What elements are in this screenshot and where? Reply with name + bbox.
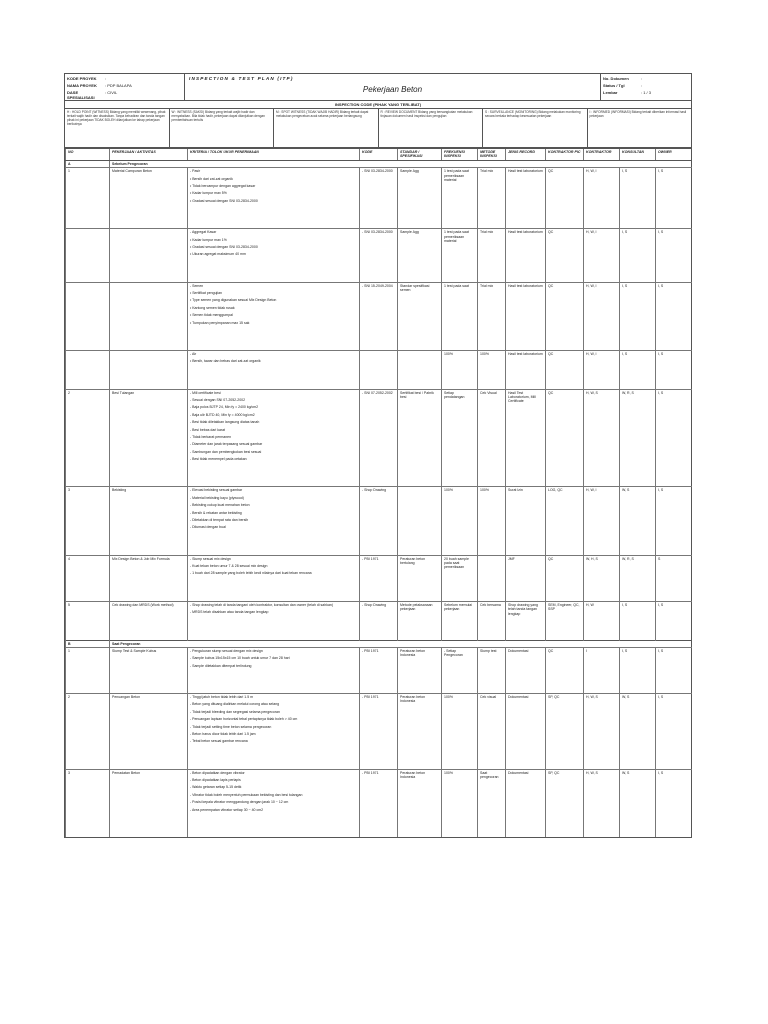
activity-cell: Slump Test & Sample Kubus bbox=[110, 647, 188, 693]
criteria-line: • Sertifikat pengujian bbox=[190, 291, 222, 296]
activity-cell: Cek drawing dan MRDS (Work method) bbox=[110, 601, 188, 640]
criteria-line: - Baja polos BJTP 24, Min fy = 2400 kg/cm2 bbox=[190, 405, 259, 410]
standard-cell: Metode pelaksanaan pekerjaan bbox=[398, 601, 442, 640]
record-cell: Dokumentasi bbox=[506, 769, 546, 837]
criteria-line: - Air bbox=[190, 351, 197, 356]
inspection-code-item: I : INFORMED (INFORMASI) Bidang terkait diberikan informasi hasil pekerjaan bbox=[589, 110, 687, 118]
frequency-cell: 1 test pada saat pemeriksaan material bbox=[442, 168, 478, 229]
record-cell: Dokumentasi bbox=[506, 694, 546, 770]
frequency-cell: Setiap pendatangan bbox=[442, 389, 478, 487]
consultant-cell: I, S bbox=[620, 601, 656, 640]
record-cell: Hasil Test Laboratorium, Mill Certificate bbox=[506, 389, 546, 487]
criteria-line: - Dilumasi dengan bual bbox=[190, 525, 226, 530]
criteria-cell bbox=[188, 694, 360, 770]
pic-cell: SEM, Engineer, QC, SSP bbox=[546, 601, 584, 640]
method-cell: Cek visual bbox=[478, 694, 506, 770]
consultant-cell: I, S bbox=[620, 229, 656, 283]
criteria-line: - Diameter dan jarak terpasang sesuai gambar bbox=[190, 442, 263, 447]
table-row bbox=[66, 350, 692, 389]
frequency-cell: 100% bbox=[442, 350, 478, 389]
record-cell: Dokumentasi bbox=[506, 647, 546, 693]
code-cell: - SNI 07-2052-2002 bbox=[360, 389, 398, 487]
criteria-cell bbox=[188, 555, 360, 601]
section-title: Sebelum Pengecoran bbox=[110, 160, 692, 167]
criteria-line: - MRDS telah disahkan atau tanda tangan lengkap bbox=[190, 610, 269, 615]
pic-cell: QC bbox=[546, 555, 584, 601]
standard-cell bbox=[398, 487, 442, 555]
criteria-line: - Tebal beton sesuai gambar rencana bbox=[190, 739, 248, 744]
inspection-code-item: W : WITNESS (SAKSI) Bidang yang terkait wajib hadir dan menyaksikan. Bila tidak hadir, pekerjaan dapat dilanjutkan dengan pemberitahuan tertulis bbox=[170, 109, 275, 147]
criteria-line: - Diletakkan di tempat rata dan bersih bbox=[190, 517, 249, 522]
consultant-cell: W, S bbox=[620, 769, 656, 837]
criteria-line: - Bekisting cukup kuat menahan beton bbox=[190, 503, 250, 508]
col-contractor: KONTRAKTOR bbox=[584, 149, 620, 161]
contractor-cell: H, W, I bbox=[584, 229, 620, 283]
criteria-line: - Kuat tekan beton umur 7 & 28 sesuai mix design bbox=[190, 564, 268, 569]
code-cell: - PBI 1971 bbox=[360, 694, 398, 770]
activity-cell: Mix Design Beton & Job Mix Formula bbox=[110, 555, 188, 601]
col-standard: STANDAR / SPESIFIKASI bbox=[398, 149, 442, 161]
code-cell: - PBI 1971 bbox=[360, 647, 398, 693]
inspection-code-header: INSPECTION CODE (PIHAK YANG TERLIBAT) bbox=[65, 101, 691, 109]
method-cell: Saat pengecoran bbox=[478, 769, 506, 837]
header-field-value: : bbox=[105, 76, 107, 81]
header-field-label: Lembar bbox=[603, 90, 618, 95]
inspection-code-item: R : REVIEW DOCUMENT Bidang yang bersangkutan melakukan tinjauan dokumen hasil inspeksi dan pengujian bbox=[379, 109, 484, 147]
header-field-label: Status / Tgl bbox=[603, 83, 625, 88]
row-number: 5 bbox=[66, 601, 110, 640]
owner-cell: S bbox=[656, 555, 692, 601]
criteria-line: - 1 buah dari 28 sample yang boleh lebih kecil nilainya dari kuat tekan rencana bbox=[190, 571, 312, 576]
record-cell: Shop drawing yang telah tanda tangan lengkap bbox=[506, 601, 546, 640]
row-number bbox=[66, 350, 110, 389]
owner-cell: I, S bbox=[656, 282, 692, 350]
table-row bbox=[66, 282, 692, 350]
table-row bbox=[66, 601, 692, 640]
pic-cell: QC bbox=[546, 229, 584, 283]
header-field-value: : bbox=[641, 76, 643, 81]
row-number: 2 bbox=[66, 694, 110, 770]
criteria-line: - Semen bbox=[190, 283, 204, 288]
contractor-cell: H, W, I bbox=[584, 350, 620, 389]
activity-cell: Material Campuran Beton bbox=[110, 168, 188, 229]
pic-cell: QC bbox=[546, 350, 584, 389]
standard-cell: Peraturan beton Indonesia bbox=[398, 647, 442, 693]
criteria-cell bbox=[188, 350, 360, 389]
criteria-line: - Sample diletakkan ditempat terlindung bbox=[190, 663, 252, 668]
col-code: KODE bbox=[360, 149, 398, 161]
criteria-line: - Baja ulir BJTD 40, Min fy = 4000 kg/cm2 bbox=[190, 412, 255, 417]
frequency-cell: 20 buah sample pada saat pemeriksaan bbox=[442, 555, 478, 601]
inspection-code-legend bbox=[65, 109, 691, 148]
owner-cell: I, S bbox=[656, 168, 692, 229]
row-number: 3 bbox=[66, 487, 110, 555]
criteria-line: • Bersih, tawar dan bebas dari zat-zat organik bbox=[190, 359, 261, 364]
col-activity: PEKERJAAN / AKTIVITAS bbox=[110, 149, 188, 161]
col-no: NO bbox=[66, 149, 110, 161]
row-number: 4 bbox=[66, 555, 110, 601]
col-criteria: KRITERIA / TOLOK UKUR PENERIMAAN bbox=[188, 149, 360, 161]
criteria-line: - Waktu getaran setiap 5-15 detik bbox=[190, 785, 242, 790]
standard-cell: Peraturan beton bertulang bbox=[398, 555, 442, 601]
section-letter: B bbox=[66, 640, 110, 647]
document-title: Pekerjaan Beton bbox=[362, 85, 423, 94]
criteria-line: - Penuangan lapisan horizontal tebal pertapisnya tidak boleh > 40 cm bbox=[190, 717, 298, 722]
owner-cell: I, S bbox=[656, 389, 692, 487]
criteria-line: - Besi tidak diletakkan langsung diatas tanah bbox=[190, 420, 260, 425]
owner-cell: I, S bbox=[656, 769, 692, 837]
criteria-line: - Bersih & rekatan antar bekisting bbox=[190, 510, 242, 515]
frequency-cell: 100% bbox=[442, 487, 478, 555]
criteria-line: • Tumpukan penyimpanan max 15 sak bbox=[190, 320, 250, 325]
section-row bbox=[66, 640, 692, 647]
pic-cell: LOG, QC bbox=[546, 487, 584, 555]
header-field bbox=[67, 90, 182, 100]
col-owner: OWNER bbox=[656, 149, 692, 161]
criteria-line: - Mill certificate besi bbox=[190, 390, 221, 395]
standard-cell: Sample Agg bbox=[398, 168, 442, 229]
pic-cell: QC bbox=[546, 168, 584, 229]
header-field bbox=[603, 83, 689, 88]
criteria-line: • Type semen yang digunakan sesuai Mix Design Beton bbox=[190, 298, 277, 303]
header-field-label: DASE SPESIALISASI bbox=[67, 90, 95, 100]
pic-cell: SP, QC bbox=[546, 694, 584, 770]
frequency-cell: 100% bbox=[442, 694, 478, 770]
pic-cell: SP, QC bbox=[546, 769, 584, 837]
table-row bbox=[66, 487, 692, 555]
standard-cell: Peraturan beton Indonesia bbox=[398, 694, 442, 770]
col-record: JENIS RECORD bbox=[506, 149, 546, 161]
contractor-cell: H, W, I bbox=[584, 487, 620, 555]
owner-cell: I, S bbox=[656, 487, 692, 555]
method-cell: Trial mix bbox=[478, 168, 506, 229]
criteria-cell bbox=[188, 601, 360, 640]
criteria-cell bbox=[188, 769, 360, 837]
contractor-cell: W, H, S bbox=[584, 555, 620, 601]
standard-cell: Standar spesifikasi semen bbox=[398, 282, 442, 350]
inspection-code-item: S : SURVEILLANCE (MONITORING) Bidang melakukan monitoring secara berkala terhadap kesesuaian pekerjaan bbox=[483, 109, 588, 147]
criteria-line: - Tidak terjadi setting time beton selama pengecoran bbox=[190, 724, 272, 729]
consultant-cell: I, S bbox=[620, 168, 656, 229]
record-cell: Hasil test laboratorium bbox=[506, 350, 546, 389]
code-cell: - SNI 03-2834-2000 bbox=[360, 229, 398, 283]
code-cell: - SNI 03-2834-2000 bbox=[360, 168, 398, 229]
row-number: 3 bbox=[66, 769, 110, 837]
criteria-line: - Sambungan dan pembengkokan besi sesuai bbox=[190, 449, 262, 454]
table-row bbox=[66, 555, 692, 601]
pic-cell: QC bbox=[546, 647, 584, 693]
criteria-line: - Tinggi jatuh beton tidak lebih dari 1.5 m bbox=[190, 695, 254, 700]
criteria-line: • Kadar lumpur max 5% bbox=[190, 191, 227, 196]
criteria-line: • Ukuran agregat maksimum 40 mm bbox=[190, 252, 246, 257]
table-row bbox=[66, 389, 692, 487]
method-cell: 100% bbox=[478, 487, 506, 555]
criteria-line: - Elevasi bekisting sesuai gambar bbox=[190, 488, 243, 493]
criteria-line: - Aggregat Kasar bbox=[190, 230, 217, 235]
row-number: 1 bbox=[66, 168, 110, 229]
inspection-code-item: H : HOLD POINT (WITNESS) Bidang yang memiliki wewenang, pihak terkait wajib hadir dan disaksikan. Tanpa kehadiran dan tanda tangan pihak ini pekerjaan TIDAK BOLEH dilanjutkan ke tahap pekerjaan berikutnya bbox=[65, 109, 170, 147]
criteria-line: - Slump sesuai mix design bbox=[190, 556, 231, 561]
table-header-row bbox=[66, 149, 692, 161]
document-type-title: INSPECTION & TEST PLAN (ITP) bbox=[189, 76, 294, 81]
record-cell: Surat Izin bbox=[506, 487, 546, 555]
header-field bbox=[67, 76, 182, 81]
table-row bbox=[66, 694, 692, 770]
criteria-line: - Area penempatan vibrator setiap 30 ~ 40 cm2 bbox=[190, 807, 264, 812]
criteria-line: - Shop drawing telah di tanda tangani oleh kontraktor, konsultan dan owner (telah di sahkan) bbox=[190, 602, 334, 607]
activity-cell bbox=[110, 229, 188, 283]
method-cell: Trial mix bbox=[478, 229, 506, 283]
activity-cell bbox=[110, 282, 188, 350]
contractor-cell: H, W, S bbox=[584, 694, 620, 770]
inspection-code-item: M : SPOT WITNESS (TIDAK WAJIB HADIR) Bidang terkait dapat melakukan pengecekan acak selama pekerjaan berlangsung bbox=[274, 109, 379, 147]
standard-cell: Sample Agg bbox=[398, 229, 442, 283]
consultant-cell: W, S bbox=[620, 694, 656, 770]
criteria-line: - Sample kubus 15x15x15 cm 10 buah untuk umur 7 dan 28 hari bbox=[190, 656, 290, 661]
criteria-line: - Vibrator tidak boleh menyentuh permukaan bekisting dan besi tulangan bbox=[190, 792, 303, 797]
criteria-line: • Tidak bercampur dengan aggregat kasar bbox=[190, 184, 256, 189]
activity-cell: Pemadatan Beton bbox=[110, 769, 188, 837]
activity-cell bbox=[110, 350, 188, 389]
consultant-cell: I, S bbox=[620, 282, 656, 350]
itp-table bbox=[65, 148, 692, 837]
criteria-line: - Tidak terjadi bleeding dan segregasi selama pengecoran bbox=[190, 709, 280, 714]
standard-cell: Sertifikat besi / Pabrik besi bbox=[398, 389, 442, 487]
frequency-cell: 1 test pada saat bbox=[442, 282, 478, 350]
frequency-cell: 1 test pada saat pemeriksaan material bbox=[442, 229, 478, 283]
header-field bbox=[603, 90, 689, 95]
row-number: 2 bbox=[66, 389, 110, 487]
consultant-cell: I, S bbox=[620, 647, 656, 693]
header-field-value: : PDP BALAPA bbox=[105, 83, 132, 88]
owner-cell: I, S bbox=[656, 350, 692, 389]
contractor-cell: H, W, I bbox=[584, 282, 620, 350]
method-cell bbox=[478, 555, 506, 601]
activity-cell: Bekisting bbox=[110, 487, 188, 555]
criteria-cell bbox=[188, 487, 360, 555]
title-block bbox=[185, 74, 601, 100]
pic-cell: QC bbox=[546, 282, 584, 350]
consultant-cell: W, R, S bbox=[620, 555, 656, 601]
header-field-value: : CIVIL bbox=[105, 90, 118, 95]
code-cell: - Shop Drawing bbox=[360, 601, 398, 640]
consultant-cell: W, R, S bbox=[620, 389, 656, 487]
criteria-line: - Beton yang dituang dialirkan melalui corong atau selang bbox=[190, 702, 280, 707]
criteria-cell bbox=[188, 282, 360, 350]
header-field bbox=[603, 76, 689, 81]
method-cell: 100% bbox=[478, 350, 506, 389]
criteria-line: - Beton dipadatkan lapis perlapis bbox=[190, 778, 241, 783]
contractor-cell: H, W, I bbox=[584, 168, 620, 229]
col-pic: KONTRAKTOR PIC bbox=[546, 149, 584, 161]
criteria-line: • Kantong semen tidak rusak bbox=[190, 305, 235, 310]
row-number bbox=[66, 282, 110, 350]
section-letter: A bbox=[66, 160, 110, 167]
header-field-value: : bbox=[641, 83, 643, 88]
frequency-cell: Sebelum memulai pekerjaan bbox=[442, 601, 478, 640]
section-title: Saat Pengecoran bbox=[110, 640, 692, 647]
record-cell: Hasil test laboratorium bbox=[506, 282, 546, 350]
contractor-cell: I bbox=[584, 647, 620, 693]
code-cell: - PBI 1971 bbox=[360, 769, 398, 837]
criteria-line: - Material bekisting kayu (plywood) bbox=[190, 495, 244, 500]
criteria-line: - Beton harus dicor tidak lebih dari 1.5 jam bbox=[190, 731, 256, 736]
criteria-line: • Semen tidak menggumpal bbox=[190, 313, 233, 318]
criteria-line: - Sesuai dengan SNI 07-2052-2002 bbox=[190, 398, 246, 403]
criteria-cell bbox=[188, 389, 360, 487]
code-cell: - PBI 1971 bbox=[360, 555, 398, 601]
col-consultant: KONSULTAN bbox=[620, 149, 656, 161]
activity-cell: Besi Tulangan bbox=[110, 389, 188, 487]
criteria-line: - Besi bebas dari karat bbox=[190, 427, 226, 432]
table-row bbox=[66, 769, 692, 837]
header-field-label: NAMA PROYEK bbox=[67, 83, 97, 88]
frequency-cell: - Setiap Pengecoran bbox=[442, 647, 478, 693]
criteria-line: - Pengukuran slump sesuai dengan mix design bbox=[190, 648, 263, 653]
owner-cell: I, S bbox=[656, 229, 692, 283]
criteria-line: - Posisi kepala vibrator menggandung dengan jarak 10 ~ 12 cm bbox=[190, 800, 289, 805]
contractor-cell: H, W, S bbox=[584, 389, 620, 487]
table-row bbox=[66, 647, 692, 693]
criteria-line: - Pasir bbox=[190, 169, 201, 174]
record-cell: Hasil test laboratorium bbox=[506, 229, 546, 283]
contractor-cell: H, W bbox=[584, 601, 620, 640]
method-cell: Slump test bbox=[478, 647, 506, 693]
itp-sheet bbox=[64, 73, 692, 838]
owner-cell: I, S bbox=[656, 601, 692, 640]
code-cell bbox=[360, 350, 398, 389]
criteria-line: - Beton dipadatkan dengan vibrator bbox=[190, 770, 245, 775]
owner-cell: I, S bbox=[656, 647, 692, 693]
col-method: METODE INSPEKSI bbox=[478, 149, 506, 161]
frequency-cell: 100% bbox=[442, 769, 478, 837]
header-field-value: : 1 / 3 bbox=[641, 90, 652, 95]
criteria-line: • Gradasi sesuai dengan SNI 03-2834-2000 bbox=[190, 244, 258, 249]
consultant-cell: W, S bbox=[620, 487, 656, 555]
col-frequency: FREKUENSI INSPEKSI bbox=[442, 149, 478, 161]
code-cell: - SNI 15-2049-2004 bbox=[360, 282, 398, 350]
document-meta bbox=[601, 74, 691, 100]
owner-cell: I, S bbox=[656, 694, 692, 770]
record-cell: JMF bbox=[506, 555, 546, 601]
record-cell: Hasil test laboratorium bbox=[506, 168, 546, 229]
row-number: 1 bbox=[66, 647, 110, 693]
criteria-line: • Gradasi sesuai dengan SNI 03-2834-2000 bbox=[190, 198, 258, 203]
project-info bbox=[65, 74, 185, 100]
contractor-cell: H, W, S bbox=[584, 769, 620, 837]
criteria-cell bbox=[188, 647, 360, 693]
header-field-label: No. Dokumen bbox=[603, 76, 629, 81]
standard-cell: Peraturan beton Indonesia bbox=[398, 769, 442, 837]
consultant-cell: I, S bbox=[620, 350, 656, 389]
method-cell: Cek bersama bbox=[478, 601, 506, 640]
criteria-cell bbox=[188, 229, 360, 283]
pic-cell: QC bbox=[546, 389, 584, 487]
table-row bbox=[66, 229, 692, 283]
method-cell: Trial mix bbox=[478, 282, 506, 350]
document-header bbox=[65, 74, 691, 101]
criteria-line: - Besi tidak menempel pada cetakan bbox=[190, 457, 247, 462]
standard-cell bbox=[398, 350, 442, 389]
header-field-label: KODE PROYEK bbox=[67, 76, 97, 81]
criteria-cell bbox=[188, 168, 360, 229]
method-cell: Cek Visual bbox=[478, 389, 506, 487]
criteria-line: • Kadar lumpur max 1% bbox=[190, 237, 227, 242]
header-field bbox=[67, 83, 182, 88]
section-row bbox=[66, 160, 692, 167]
criteria-line: - Tidak berkarat permanen bbox=[190, 434, 232, 439]
table-row bbox=[66, 168, 692, 229]
row-number bbox=[66, 229, 110, 283]
code-cell: - Shop Drawing bbox=[360, 487, 398, 555]
activity-cell: Penuangan Beton bbox=[110, 694, 188, 770]
criteria-line: • Bersih dari zat-zat organik bbox=[190, 176, 233, 181]
